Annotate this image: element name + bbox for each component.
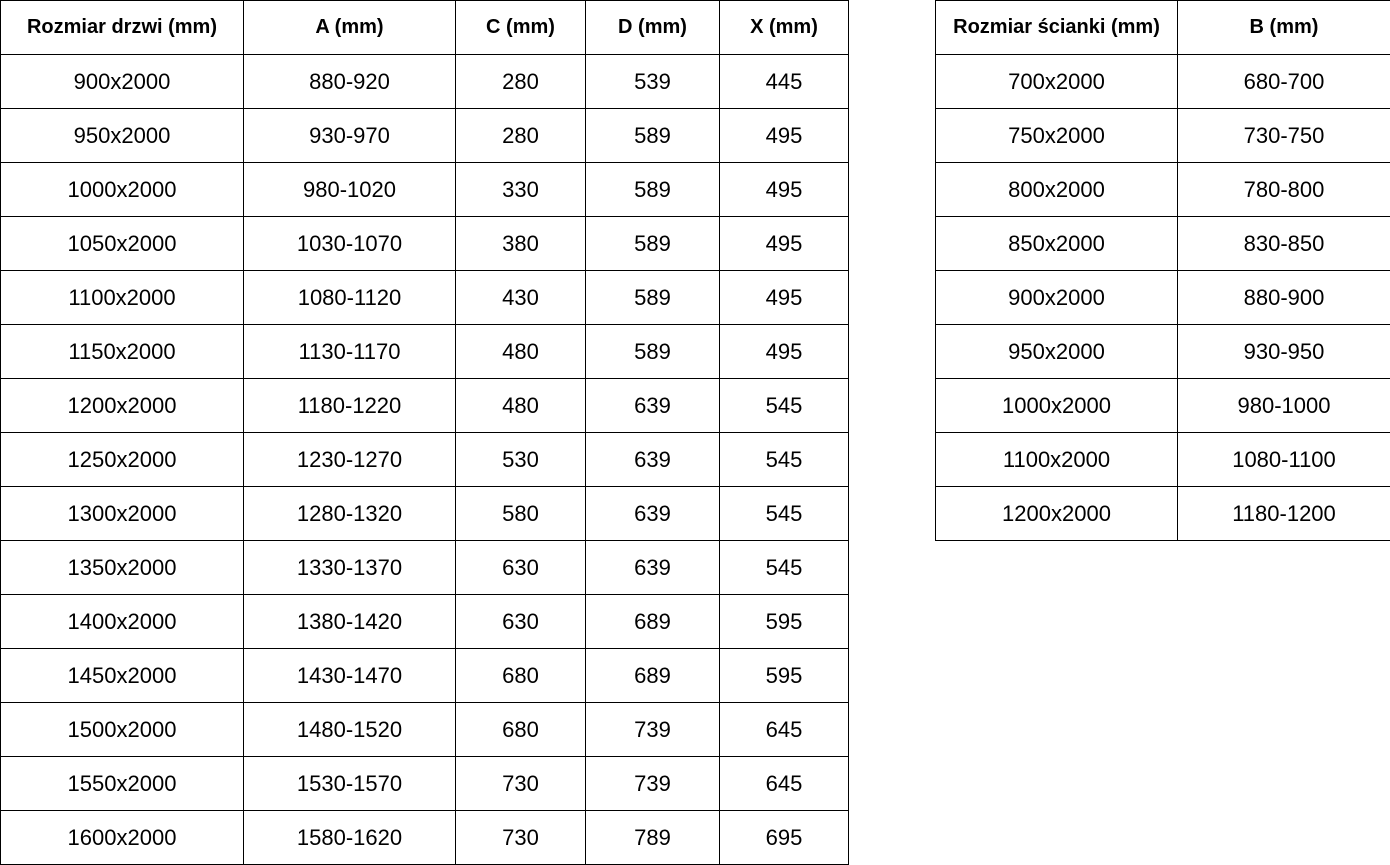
- column-header: Rozmiar ścianki (mm): [936, 1, 1178, 55]
- table-cell: 1100x2000: [1, 271, 244, 325]
- table-cell: 1450x2000: [1, 649, 244, 703]
- column-header: X (mm): [720, 1, 849, 55]
- table-cell: 380: [456, 217, 586, 271]
- table-row: [1, 325, 849, 379]
- table-cell: 689: [586, 595, 720, 649]
- column-header: A (mm): [244, 1, 456, 55]
- table-row: [1, 109, 849, 163]
- table-cell: 495: [720, 163, 849, 217]
- table-cell: 950x2000: [1, 109, 244, 163]
- table-cell: 639: [586, 433, 720, 487]
- table-row: [936, 487, 1390, 541]
- table-cell: 545: [720, 433, 849, 487]
- table-cell: 689: [586, 649, 720, 703]
- table-row: [1, 163, 849, 217]
- table-cell: 530: [456, 433, 586, 487]
- table-row: [1, 487, 849, 541]
- table-cell: 1050x2000: [1, 217, 244, 271]
- table-cell: 1480-1520: [244, 703, 456, 757]
- table-cell: 645: [720, 757, 849, 811]
- wall-panel-sizes-table: [935, 0, 1390, 541]
- table-cell: 280: [456, 109, 586, 163]
- table-cell: 850x2000: [936, 217, 1178, 271]
- table-cell: 1330-1370: [244, 541, 456, 595]
- table-cell: 480: [456, 325, 586, 379]
- table-cell: 739: [586, 757, 720, 811]
- table-row: [1, 217, 849, 271]
- table-cell: 1200x2000: [936, 487, 1178, 541]
- table-cell: 1130-1170: [244, 325, 456, 379]
- table-cell: 1150x2000: [1, 325, 244, 379]
- table-cell: 1000x2000: [936, 379, 1178, 433]
- table-cell: 680: [456, 649, 586, 703]
- table-cell: 630: [456, 541, 586, 595]
- table-cell: 880-900: [1178, 271, 1390, 325]
- header-row: [1, 1, 849, 55]
- table-cell: 480: [456, 379, 586, 433]
- table-row: [936, 55, 1390, 109]
- table-cell: 730-750: [1178, 109, 1390, 163]
- table-cell: 1600x2000: [1, 811, 244, 865]
- table-cell: 900x2000: [1, 55, 244, 109]
- table-cell: 589: [586, 325, 720, 379]
- table-row: [1, 541, 849, 595]
- table-cell: 1280-1320: [244, 487, 456, 541]
- table-cell: 1400x2000: [1, 595, 244, 649]
- table-cell: 680-700: [1178, 55, 1390, 109]
- table-cell: 750x2000: [936, 109, 1178, 163]
- table-cell: 630: [456, 595, 586, 649]
- table-cell: 589: [586, 217, 720, 271]
- table-cell: 595: [720, 649, 849, 703]
- column-header: B (mm): [1178, 1, 1390, 55]
- table-cell: 1000x2000: [1, 163, 244, 217]
- table-cell: 589: [586, 271, 720, 325]
- table-cell: 545: [720, 487, 849, 541]
- table-row: [936, 163, 1390, 217]
- table-cell: 545: [720, 541, 849, 595]
- table-cell: 739: [586, 703, 720, 757]
- table-cell: 789: [586, 811, 720, 865]
- table-cell: 1230-1270: [244, 433, 456, 487]
- table-cell: 1180-1220: [244, 379, 456, 433]
- table-cell: 545: [720, 379, 849, 433]
- table-row: [1, 757, 849, 811]
- column-header: C (mm): [456, 1, 586, 55]
- table-cell: 980-1020: [244, 163, 456, 217]
- table-cell: 730: [456, 811, 586, 865]
- table-cell: 1550x2000: [1, 757, 244, 811]
- table-cell: 330: [456, 163, 586, 217]
- table-cell: 1380-1420: [244, 595, 456, 649]
- table-cell: 695: [720, 811, 849, 865]
- table-cell: 430: [456, 271, 586, 325]
- table-row: [1, 271, 849, 325]
- table-row: [936, 433, 1390, 487]
- table-cell: 539: [586, 55, 720, 109]
- table-cell: 680: [456, 703, 586, 757]
- table-cell: 280: [456, 55, 586, 109]
- table-cell: 495: [720, 271, 849, 325]
- table-cell: 1580-1620: [244, 811, 456, 865]
- table-cell: 639: [586, 541, 720, 595]
- table-cell: 495: [720, 325, 849, 379]
- table-cell: 445: [720, 55, 849, 109]
- table-cell: 589: [586, 163, 720, 217]
- table-cell: 1430-1470: [244, 649, 456, 703]
- table-row: [1, 703, 849, 757]
- table-cell: 1180-1200: [1178, 487, 1390, 541]
- table-cell: 639: [586, 487, 720, 541]
- table-cell: 700x2000: [936, 55, 1178, 109]
- table-cell: 595: [720, 595, 849, 649]
- table-cell: 880-920: [244, 55, 456, 109]
- column-header: Rozmiar drzwi (mm): [1, 1, 244, 55]
- table-cell: 589: [586, 109, 720, 163]
- header-row: [936, 1, 1390, 55]
- table-cell: 1080-1100: [1178, 433, 1390, 487]
- table-cell: 1250x2000: [1, 433, 244, 487]
- table-cell: 930-950: [1178, 325, 1390, 379]
- table-cell: 780-800: [1178, 163, 1390, 217]
- column-header: D (mm): [586, 1, 720, 55]
- table-cell: 1080-1120: [244, 271, 456, 325]
- table-row: [1, 55, 849, 109]
- table-cell: 800x2000: [936, 163, 1178, 217]
- table-row: [936, 325, 1390, 379]
- table-cell: 1200x2000: [1, 379, 244, 433]
- table-row: [1, 379, 849, 433]
- table-cell: 900x2000: [936, 271, 1178, 325]
- table-cell: 1300x2000: [1, 487, 244, 541]
- table-cell: 1350x2000: [1, 541, 244, 595]
- table-cell: 645: [720, 703, 849, 757]
- table-cell: 495: [720, 217, 849, 271]
- table-cell: 495: [720, 109, 849, 163]
- table-cell: 639: [586, 379, 720, 433]
- table-row: [1, 811, 849, 865]
- table-row: [1, 595, 849, 649]
- table-cell: 580: [456, 487, 586, 541]
- table-cell: 1100x2000: [936, 433, 1178, 487]
- table-cell: 950x2000: [936, 325, 1178, 379]
- table-cell: 1030-1070: [244, 217, 456, 271]
- table-row: [936, 109, 1390, 163]
- table-cell: 980-1000: [1178, 379, 1390, 433]
- table-cell: 730: [456, 757, 586, 811]
- table-cell: 1500x2000: [1, 703, 244, 757]
- table-row: [936, 217, 1390, 271]
- table-row: [936, 271, 1390, 325]
- table-cell: 830-850: [1178, 217, 1390, 271]
- table-row: [1, 433, 849, 487]
- table-row: [936, 379, 1390, 433]
- table-cell: 930-970: [244, 109, 456, 163]
- table-row: [1, 649, 849, 703]
- table-cell: 1530-1570: [244, 757, 456, 811]
